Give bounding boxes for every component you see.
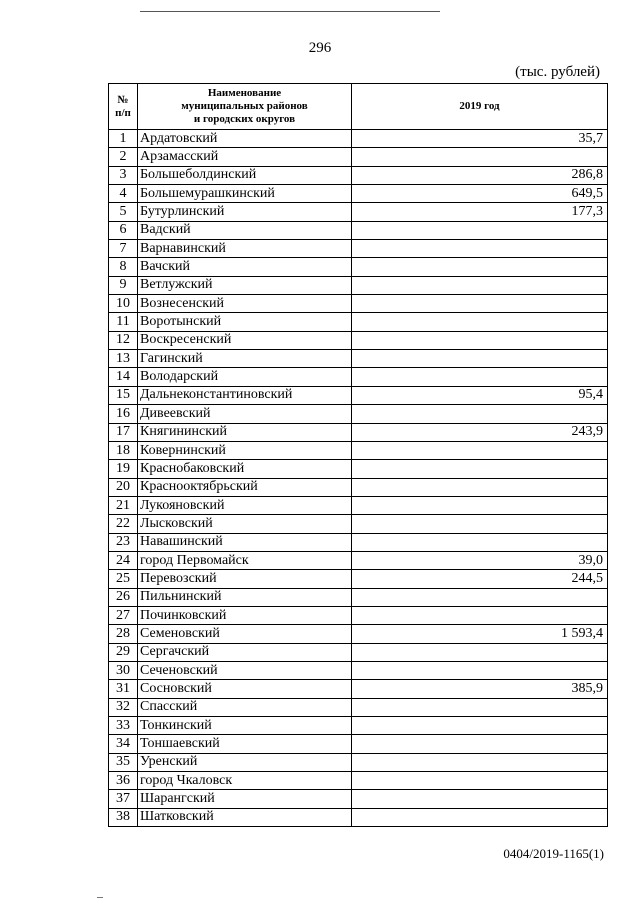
amount-2019: 39,0 [352,551,608,569]
amount-2019 [352,331,608,349]
municipality-name: Краснобаковский [138,460,352,478]
amount-2019 [352,295,608,313]
table-row [109,313,608,331]
table-row [109,735,608,753]
table-row [109,240,608,258]
table-row [109,588,608,606]
amount-2019 [352,276,608,294]
municipality-name: Бутурлинский [138,203,352,221]
table-row [109,148,608,166]
municipality-name: Тонкинский [138,717,352,735]
amount-2019: 244,5 [352,570,608,588]
row-number: 13 [109,350,138,368]
amount-2019: 649,5 [352,185,608,203]
table-row [109,350,608,368]
row-number: 15 [109,386,138,404]
table-row [109,405,608,423]
municipality-name: Арзамасский [138,148,352,166]
municipality-name: Вознесенский [138,295,352,313]
municipality-name: Вадский [138,221,352,239]
row-number: 37 [109,790,138,808]
amount-2019 [352,698,608,716]
row-number: 5 [109,203,138,221]
row-number: 16 [109,405,138,423]
municipality-name: Вачский [138,258,352,276]
municipality-name: Перевозский [138,570,352,588]
table-row [109,258,608,276]
municipality-name: Краснооктябрьский [138,478,352,496]
table-row [109,680,608,698]
amount-2019 [352,515,608,533]
municipality-name: Ветлужский [138,276,352,294]
table-row [109,423,608,441]
row-number: 2 [109,148,138,166]
amount-2019 [352,405,608,423]
municipality-name: Сосновский [138,680,352,698]
amount-2019 [352,643,608,661]
municipality-name: Уренский [138,753,352,771]
header-name-line3: и городских округов [193,113,296,125]
row-number: 28 [109,625,138,643]
row-number: 18 [109,441,138,459]
municipality-name: Дальнеконстантиновский [138,386,352,404]
row-number: 9 [109,276,138,294]
header-number-line2: п/п [115,106,131,119]
budget-table [108,83,608,827]
top-divider [140,11,440,12]
row-number: 25 [109,570,138,588]
municipality-name: Починковский [138,606,352,624]
amount-2019 [352,790,608,808]
amount-2019 [352,753,608,771]
table-row [109,496,608,514]
amount-2019: 243,9 [352,423,608,441]
municipality-name: Тоншаевский [138,735,352,753]
amount-2019: 177,3 [352,203,608,221]
municipality-name: Варнавинский [138,240,352,258]
header-name [138,84,352,130]
row-number: 21 [109,496,138,514]
table-row [109,570,608,588]
amount-2019 [352,533,608,551]
amount-2019 [352,606,608,624]
amount-2019 [352,240,608,258]
amount-2019 [352,368,608,386]
table-row [109,606,608,624]
row-number: 31 [109,680,138,698]
municipality-name: Сеченовский [138,661,352,679]
municipality-name: Ковернинский [138,441,352,459]
header-year: 2019 год [352,84,608,130]
table-row [109,368,608,386]
amount-2019: 95,4 [352,386,608,404]
row-number: 11 [109,313,138,331]
amount-2019 [352,441,608,459]
table-row [109,643,608,661]
amount-2019 [352,460,608,478]
table-row [109,460,608,478]
municipality-name: Большеболдинский [138,166,352,184]
municipality-name: Воскресенский [138,331,352,349]
header-number-line1: № [117,93,129,106]
municipality-name: город Чкаловск [138,772,352,790]
row-number: 26 [109,588,138,606]
amount-2019 [352,661,608,679]
amount-2019 [352,258,608,276]
row-number: 32 [109,698,138,716]
row-number: 7 [109,240,138,258]
table-row [109,698,608,716]
table-row [109,551,608,569]
row-number: 14 [109,368,138,386]
row-number: 6 [109,221,138,239]
row-number: 24 [109,551,138,569]
row-number: 1 [109,130,138,148]
municipality-name: Княгининский [138,423,352,441]
municipality-name: Пильнинский [138,588,352,606]
row-number: 10 [109,295,138,313]
page-number: 296 [308,40,332,56]
municipality-name: Лукояновский [138,496,352,514]
row-number: 38 [109,808,138,826]
row-number: 17 [109,423,138,441]
row-number: 35 [109,753,138,771]
municipality-name: Сергачский [138,643,352,661]
table-row [109,166,608,184]
municipality-name: Шарангский [138,790,352,808]
table-row [109,331,608,349]
amount-2019: 385,9 [352,680,608,698]
header-number [109,84,138,130]
municipality-name: город Первомайск [138,551,352,569]
municipality-name: Шатковский [138,808,352,826]
header-name-line1: Наименование [207,87,282,99]
municipality-name: Володарский [138,368,352,386]
amount-2019 [352,496,608,514]
row-number: 29 [109,643,138,661]
row-number: 30 [109,661,138,679]
amount-2019 [352,313,608,331]
table-row [109,717,608,735]
header-row [109,84,608,130]
row-number: 20 [109,478,138,496]
table-row [109,185,608,203]
row-number: 23 [109,533,138,551]
amount-2019 [352,717,608,735]
row-number: 4 [109,185,138,203]
amount-2019: 1 593,4 [352,625,608,643]
row-number: 3 [109,166,138,184]
municipality-name: Большемурашкинский [138,185,352,203]
row-number: 27 [109,606,138,624]
table-row [109,753,608,771]
amount-2019: 286,8 [352,166,608,184]
municipality-name: Семеновский [138,625,352,643]
table-row [109,772,608,790]
table-row [109,203,608,221]
corner-mark [97,897,103,898]
amount-2019 [352,221,608,239]
row-number: 36 [109,772,138,790]
amount-2019 [352,350,608,368]
table-row [109,130,608,148]
table-row [109,533,608,551]
amount-2019 [352,808,608,826]
amount-2019 [352,772,608,790]
row-number: 8 [109,258,138,276]
table-row [109,515,608,533]
amount-2019: 35,7 [352,130,608,148]
municipality-name: Ардатовский [138,130,352,148]
row-number: 12 [109,331,138,349]
table-row [109,808,608,826]
row-number: 22 [109,515,138,533]
units-label: (тыс. рублей) [515,64,600,80]
municipality-name: Лысковский [138,515,352,533]
table-row [109,276,608,294]
table-row [109,386,608,404]
table-row [109,441,608,459]
row-number: 19 [109,460,138,478]
table-row [109,295,608,313]
municipality-name: Дивеевский [138,405,352,423]
municipality-name: Воротынский [138,313,352,331]
row-number: 34 [109,735,138,753]
amount-2019 [352,735,608,753]
municipality-name: Навашинский [138,533,352,551]
table-row [109,790,608,808]
table-row [109,625,608,643]
table-row [109,478,608,496]
amount-2019 [352,148,608,166]
header-name-line2: муниципальных районов [181,100,308,112]
table-row [109,661,608,679]
amount-2019 [352,478,608,496]
row-number: 33 [109,717,138,735]
municipality-name: Гагинский [138,350,352,368]
table-row [109,221,608,239]
municipality-name: Спасский [138,698,352,716]
amount-2019 [352,588,608,606]
document-code: 0404/2019-1165(1) [503,846,604,861]
